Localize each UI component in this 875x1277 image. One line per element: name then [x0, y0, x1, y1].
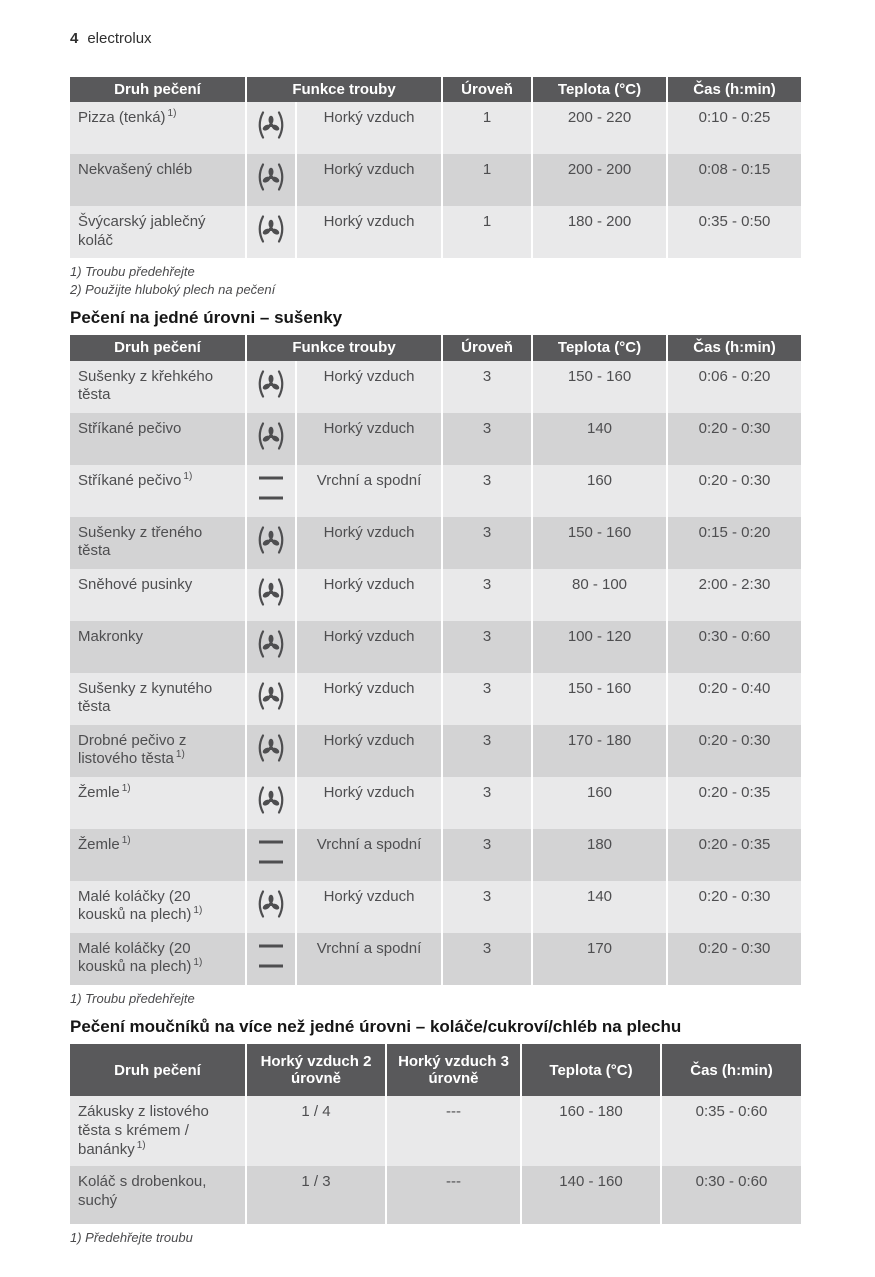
oven-function: Horký vzduch [295, 777, 441, 829]
dish-name: Sušenky z křehkého těsta [70, 361, 245, 413]
footnote: 1) Troubu předehřejte [70, 264, 195, 280]
fan-icon [245, 154, 295, 206]
footnote-ref: 1) [167, 108, 177, 120]
shelf-level: 1 [441, 154, 531, 206]
table-row [70, 413, 801, 465]
time: 0:35 - 0:60 [660, 1096, 801, 1166]
shelf-level: 3 [441, 465, 531, 517]
table-row [70, 517, 801, 569]
table-row [70, 673, 801, 725]
time: 0:20 - 0:30 [666, 933, 801, 985]
shelf-level: 3 [441, 829, 531, 881]
col-cas: Čas (h:min) [666, 335, 801, 360]
fan-icon [245, 102, 295, 154]
dish-name: Koláč s drobenkou, suchý [70, 1166, 245, 1224]
time: 0:15 - 0:20 [666, 517, 801, 569]
top-bottom-heat-icon [245, 933, 295, 985]
time: 0:20 - 0:40 [666, 673, 801, 725]
time: 0:20 - 0:30 [666, 465, 801, 517]
table-row [70, 154, 801, 206]
shelf-level: 3 [441, 517, 531, 569]
col-uroven: Úroveň [441, 335, 531, 360]
fan-icon [245, 569, 295, 621]
col-horky-vzduch-2: Horký vzduch 2 úrovně [245, 1044, 385, 1096]
oven-function: Vrchní a spodní [295, 465, 441, 517]
fan-icon [245, 725, 295, 777]
shelf-level: 3 [441, 361, 531, 413]
temperature: 150 - 160 [531, 673, 666, 725]
footnote-ref: 1) [183, 470, 193, 482]
fan-icon [245, 413, 295, 465]
shelf-level: 3 [441, 881, 531, 933]
temperature: 100 - 120 [531, 621, 666, 673]
col-funkce-trouby: Funkce trouby [245, 335, 441, 360]
oven-function: Horký vzduch [295, 102, 441, 154]
page-content [70, 30, 801, 1247]
temperature: 200 - 200 [531, 154, 666, 206]
page-header [70, 30, 801, 47]
footnote-ref: 1) [121, 834, 131, 846]
col-horky-vzduch-3: Horký vzduch 3 úrovně [385, 1044, 520, 1096]
fan-icon [245, 881, 295, 933]
fan-icon [245, 777, 295, 829]
shelf-level: 3 [441, 569, 531, 621]
footnote-ref: 1) [175, 749, 185, 761]
baking-table-multi-level [70, 1044, 801, 1224]
col-teplota: Teplota (°C) [531, 335, 666, 360]
shelf-level: 3 [441, 933, 531, 985]
dish-name: Švýcarský jablečný koláč [70, 206, 245, 258]
dish-name: Žemle $^{1)}$ [70, 829, 245, 881]
dish-name: Nekvašený chléb [70, 154, 245, 206]
time: 0:20 - 0:30 [666, 413, 801, 465]
col-teplota: Teplota (°C) [531, 77, 666, 102]
oven-function: Horký vzduch [295, 673, 441, 725]
fan-icon [245, 673, 295, 725]
time: 2:00 - 2:30 [666, 569, 801, 621]
dish-name: Stříkané pečivo $^{1)}$ [70, 465, 245, 517]
temperature: 160 [531, 777, 666, 829]
col-uroven: Úroveň [441, 77, 531, 102]
oven-function: Horký vzduch [295, 621, 441, 673]
table-row [70, 829, 801, 881]
dish-name: Makronky [70, 621, 245, 673]
shelf-level: 3 [441, 777, 531, 829]
footnote: 1) Předehřejte troubu [70, 1230, 193, 1246]
footnote-ref: 1) [193, 957, 203, 969]
oven-function: Horký vzduch [295, 881, 441, 933]
col-cas: Čas (h:min) [666, 77, 801, 102]
levels-2: 1 / 3 [245, 1166, 385, 1224]
table-row [70, 569, 801, 621]
temperature: 140 [531, 881, 666, 933]
baking-table-cookies [70, 335, 801, 984]
shelf-level: 3 [441, 725, 531, 777]
table-row [70, 621, 801, 673]
table-row [70, 725, 801, 777]
temperature: 150 - 160 [531, 517, 666, 569]
fan-icon [245, 517, 295, 569]
dish-name: Zákusky z listového těsta s krémem / banánky $^{1)}$ [70, 1096, 245, 1166]
table-row [70, 933, 801, 985]
section-title-cookies: Pečení na jedné úrovni – sušenky [70, 308, 343, 328]
dish-name: Sněhové pusinky [70, 569, 245, 621]
time: 0:20 - 0:30 [666, 725, 801, 777]
oven-function: Horký vzduch [295, 154, 441, 206]
temperature: 200 - 220 [531, 102, 666, 154]
table-header-row [70, 77, 801, 102]
footnote: 2) Použijte hluboký plech na pečení [70, 281, 276, 297]
table-row [70, 1166, 801, 1224]
footnote-ref: 1) [136, 1139, 146, 1151]
temperature: 180 [531, 829, 666, 881]
table-row [70, 1096, 801, 1166]
table-header-row [70, 1044, 801, 1096]
col-druh-peceni: Druh pečení [70, 1044, 245, 1096]
table-row [70, 465, 801, 517]
temperature: 140 - 160 [520, 1166, 660, 1224]
oven-function: Horký vzduch [295, 517, 441, 569]
col-funkce-trouby: Funkce trouby [245, 77, 441, 102]
time: 0:06 - 0:20 [666, 361, 801, 413]
page-number: 4 [70, 30, 79, 47]
dish-name: Žemle $^{1)}$ [70, 777, 245, 829]
table-header-row [70, 335, 801, 360]
dish-name: Stříkané pečivo [70, 413, 245, 465]
temperature: 140 [531, 413, 666, 465]
time: 0:30 - 0:60 [666, 621, 801, 673]
dish-name: Pizza (tenká) $^{1)}$ [70, 102, 245, 154]
footnotes [70, 263, 801, 298]
temperature: 180 - 200 [531, 206, 666, 258]
footnote-ref: 1) [193, 905, 203, 917]
levels-3: --- [385, 1096, 520, 1166]
time: 0:35 - 0:50 [666, 206, 801, 258]
col-teplota: Teplota (°C) [520, 1044, 660, 1096]
shelf-level: 1 [441, 206, 531, 258]
footnote-ref: 1) [121, 782, 131, 794]
temperature: 80 - 100 [531, 569, 666, 621]
col-druh-peceni: Druh pečení [70, 335, 245, 360]
fan-icon [245, 621, 295, 673]
dish-name: Sušenky z třeného těsta [70, 517, 245, 569]
fan-icon [245, 361, 295, 413]
shelf-level: 3 [441, 621, 531, 673]
oven-function: Horký vzduch [295, 361, 441, 413]
temperature: 170 - 180 [531, 725, 666, 777]
oven-function: Horký vzduch [295, 725, 441, 777]
time: 0:20 - 0:30 [666, 881, 801, 933]
temperature: 160 - 180 [520, 1096, 660, 1166]
time: 0:20 - 0:35 [666, 777, 801, 829]
time: 0:10 - 0:25 [666, 102, 801, 154]
dish-name: Sušenky z kynutého těsta [70, 673, 245, 725]
dish-name: Malé koláčky (20 kousků na plech) $^{1)}$ [70, 881, 245, 933]
col-druh-peceni: Druh pečení [70, 77, 245, 102]
table-row [70, 102, 801, 154]
oven-function: Horký vzduch [295, 569, 441, 621]
temperature: 160 [531, 465, 666, 517]
footnotes [70, 990, 801, 1008]
levels-3: --- [385, 1166, 520, 1224]
footnotes [70, 1229, 801, 1247]
oven-function: Horký vzduch [295, 206, 441, 258]
table-row [70, 777, 801, 829]
shelf-level: 3 [441, 413, 531, 465]
table-row [70, 206, 801, 258]
table-row [70, 361, 801, 413]
col-cas: Čas (h:min) [660, 1044, 801, 1096]
shelf-level: 1 [441, 102, 531, 154]
time: 0:30 - 0:60 [660, 1166, 801, 1224]
section-title-multilevel: Pečení moučníků na více než jedné úrovni – koláče/cukroví/chléb na plechu [70, 1017, 682, 1037]
brand-name: electrolux [87, 30, 152, 47]
fan-icon [245, 206, 295, 258]
temperature: 150 - 160 [531, 361, 666, 413]
top-bottom-heat-icon [245, 465, 295, 517]
levels-2: 1 / 4 [245, 1096, 385, 1166]
oven-function: Vrchní a spodní [295, 829, 441, 881]
table-row [70, 881, 801, 933]
oven-function: Vrchní a spodní [295, 933, 441, 985]
time: 0:20 - 0:35 [666, 829, 801, 881]
baking-table-single-level [70, 77, 801, 258]
time: 0:08 - 0:15 [666, 154, 801, 206]
top-bottom-heat-icon [245, 829, 295, 881]
oven-function: Horký vzduch [295, 413, 441, 465]
shelf-level: 3 [441, 673, 531, 725]
dish-name: Drobné pečivo z listového těsta $^{1)}$ [70, 725, 245, 777]
dish-name: Malé koláčky (20 kousků na plech) $^{1)}$ [70, 933, 245, 985]
temperature: 170 [531, 933, 666, 985]
footnote: 1) Troubu předehřejte [70, 990, 195, 1006]
